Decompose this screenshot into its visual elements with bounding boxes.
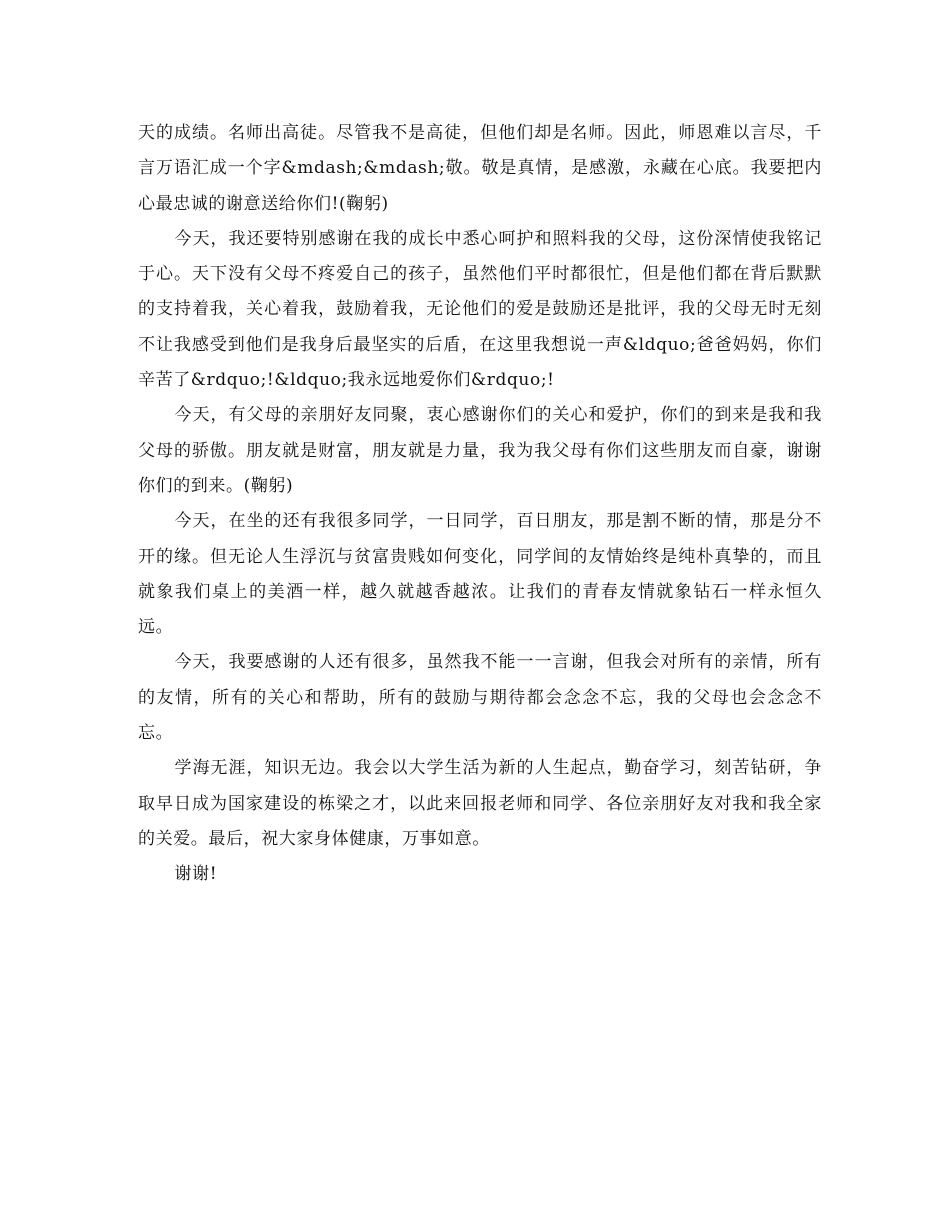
paragraph-future-goals: 学海无涯，知识无边。我会以大学生活为新的人生起点，勤奋学习，刻苦钻研，争取早日成为国家建设的栋梁之才，以此来回报老师和同学、各位亲朋好友对我和我全家的关爱。最后，祝大家身体健康，万事如意。: [138, 758, 822, 849]
paragraph-others-thanks: 今天，我要感谢的人还有很多，虽然我不能一一言谢，但我会对所有的亲情，所有的友情，所有的关心和帮助，所有的鼓励与期待都会念念不忘，我的父母也会念念不忘。: [138, 652, 822, 744]
paragraph-friends-thanks: 今天，有父母的亲朋好友同聚，衷心感谢你们的关心和爱护，你们的到来是我和我父母的骄傲。朋友就是财富，朋友就是力量，我为我父母有你们这些朋友而自豪，谢谢你们的到来。(鞠躬): [138, 405, 822, 496]
paragraph-teachers-thanks: 天的成绩。名师出高徒。尽管我不是高徒，但他们却是名师。因此，师恩难以言尽，千言万语汇成一个字&mdash;&mdash;敬。敬是真情，是感激，永藏在心底。我要把内心最忠诚的谢意送给你们!(鞠躬): [138, 123, 822, 214]
paragraph-parents-thanks: 今天，我还要特别感谢在我的成长中悉心呵护和照料我的父母，这份深情使我铭记于心。天下没有父母不疼爱自己的孩子，虽然他们平时都很忙，但是他们都在背后默默的支持着我，关心着我，鼓励着我，无论他们的爱是鼓励还是批评，我的父母无时无刻不让我感受到他们是我身后最坚实的后盾，在这里我想说一声&ldquo;爸爸妈妈，你们辛苦了&rdquo;!&ldquo;我永远地爱你们&rdquo;!: [138, 228, 822, 391]
paragraph-closing: 谢谢!: [174, 864, 218, 885]
paragraph-classmates-thanks: 今天，在坐的还有我很多同学，一日同学，百日朋友，那是割不断的情，那是分不开的缘。但无论人生浮沉与贫富贵贱如何变化，同学间的友情始终是纯朴真挚的，而且就象我们桌上的美酒一样，越久就越香越浓。让我们的青春友情就象钻石一样永恒久远。: [138, 511, 822, 638]
document-body: [138, 116, 822, 893]
